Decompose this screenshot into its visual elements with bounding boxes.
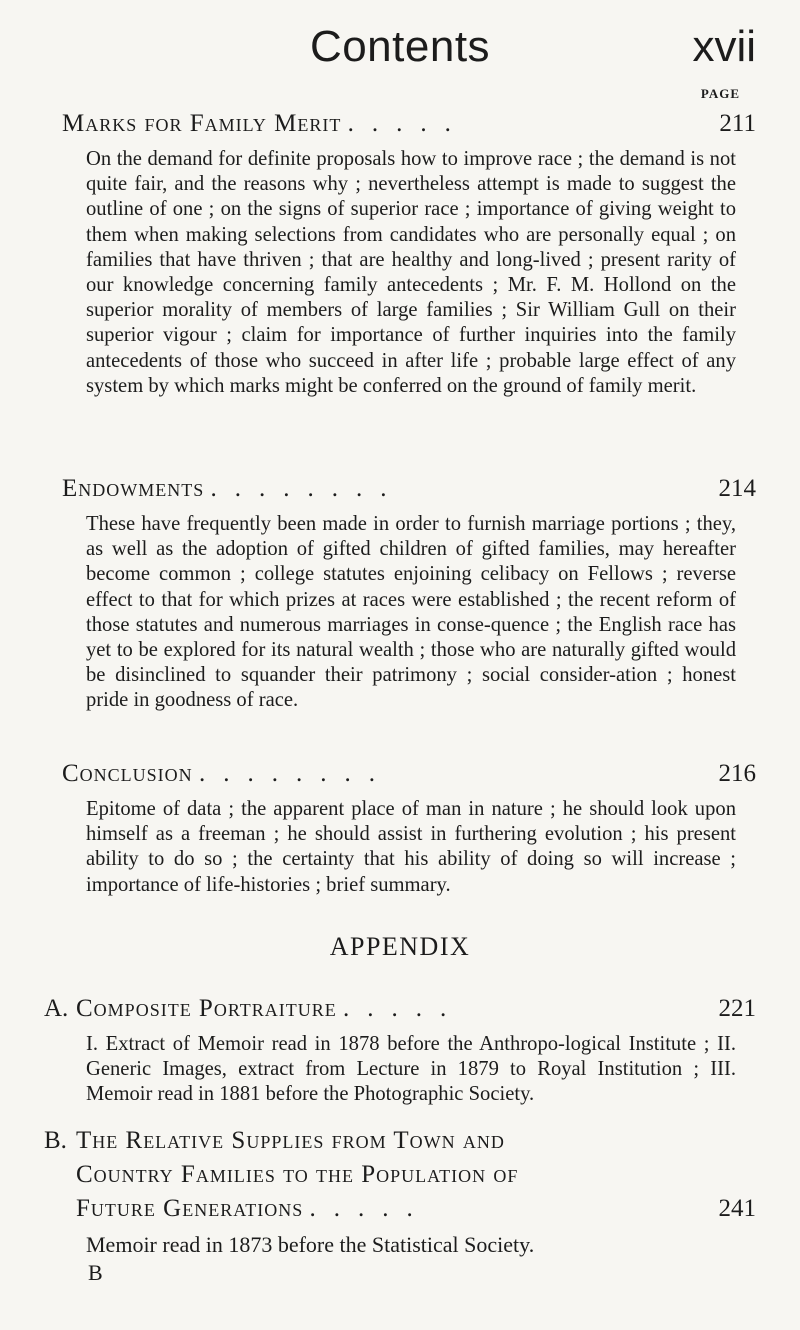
- entry-description: These have frequently been made in order to furnish marriage portions ; they, as well as the adoption of gifted children of gifted families, may hereafter become common ; college statutes enjoining celibacy on Fellows ; reverse effect to that for which prizes at races were established ; the recent reform of those statutes and numerous marriages in conse-quence ; the English race has yet to be explored for its natural wealth ; those who are naturally gifted would be disinclined to squander their patrimony ; social consider-ation ; honest pride in goodness of race.: [86, 513, 736, 712]
- dot-leader: ........: [210, 475, 405, 502]
- toc-entry-family-merit: [62, 107, 756, 399]
- dot-leader: ........: [198, 760, 393, 787]
- entry-heading-line-3: [44, 1192, 756, 1226]
- signature-mark: B: [88, 1260, 103, 1285]
- entry-title-line-3: Future Generations: [76, 1195, 304, 1222]
- running-title: Contents: [309, 22, 491, 71]
- entry-heading-line: [62, 472, 756, 506]
- entry-description: Epitome of data ; the apparent place of man in nature ; he should look upon himself as a freeman ; he should assist in furthering evolution ; his present ability to do so ; the certainty that his ability of doing so will increase ; importance of life-histories ; brief summary.: [86, 798, 736, 896]
- appendix-entry-b: [44, 1124, 756, 1257]
- entry-page-number: 216: [718, 760, 756, 787]
- appendix-letter: B.: [44, 1127, 67, 1154]
- appendix-letter: A.: [44, 995, 69, 1022]
- entry-description: On the demand for definite proposals how to improve race ; the demand is not quite fair, and the reasons why ; nevertheless attempt is made to suggest the outline of one ; on the signs of superior race ; importance of giving weight to them when making selections from candidates who are personally equal ; on families that have thriven ; that are healthy and long-lived ; present rarity of our knowledge concerning family antecedents ; Mr. F. M. Hollond on the superior morality of members of large families ; Sir William Gull on their superior vigour ; claim for importance of further inquiries into the family antecedents of those who succeed in after life ; probable large effect of any system by which marks might be conferred on the ground of family merit.: [86, 148, 736, 397]
- entry-heading-line: [44, 992, 756, 1026]
- entry-page-number: 221: [718, 995, 756, 1022]
- entry-title: Marks for Family Merit: [62, 110, 342, 137]
- entry-description: I. Extract of Memoir read in 1878 before the Anthropo-logical Institute ; II. Generic Images, extract from Lecture in 1879 to Royal Institution ; III. Memoir read in 1881 before the Photographic Society.: [86, 1033, 736, 1106]
- dot-leader: .....: [343, 995, 465, 1022]
- entry-heading-line-1: [44, 1124, 756, 1158]
- entry-title: Endowments: [62, 475, 205, 502]
- page-column-label: PAGE: [700, 86, 740, 101]
- entry-page-number: 211: [719, 110, 756, 137]
- entry-heading-line-2: [44, 1158, 756, 1192]
- appendix-entry-a: [44, 992, 756, 1108]
- entry-page-number: 214: [718, 475, 756, 502]
- appendix-heading: APPENDIX: [329, 932, 471, 961]
- toc-entry-endowments: [62, 472, 756, 714]
- dot-leader: .....: [347, 110, 469, 137]
- entry-title-line-1: The Relative Supplies from Town and: [76, 1127, 505, 1154]
- toc-entry-conclusion: [62, 757, 756, 898]
- entry-description: Memoir read in 1873 before the Statistical Society.: [86, 1232, 535, 1257]
- dot-leader: .....: [309, 1195, 431, 1222]
- entry-title-line-2: Country Families to the Population of: [76, 1161, 519, 1188]
- entry-heading-line: [62, 757, 756, 791]
- entry-page-number: 241: [718, 1195, 756, 1222]
- page-folio: xvii: [692, 22, 756, 71]
- entry-title: Conclusion: [62, 760, 193, 787]
- running-head: [0, 14, 800, 84]
- entry-heading-line: [62, 107, 756, 141]
- entry-title: Composite Portraiture: [76, 995, 337, 1022]
